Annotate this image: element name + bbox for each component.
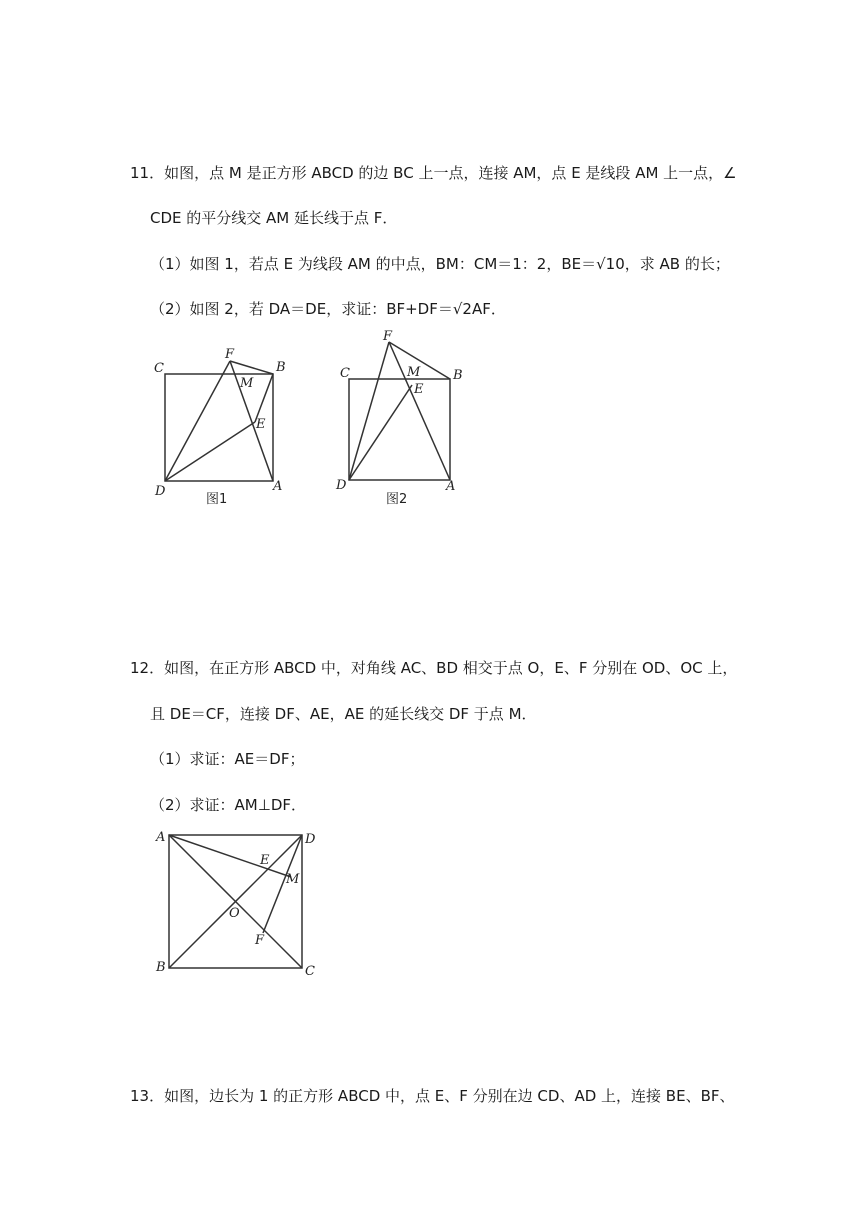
- label-b: B: [276, 360, 286, 375]
- label-b: B: [453, 368, 463, 383]
- label-m: M: [407, 365, 421, 380]
- figure-1: [150, 345, 300, 515]
- problem-11-line-1: 11．如图，点 M 是正方形 ABCD 的边 BC 上一点，连接 AM，点 E 是线段 AM 上一点，∠: [130, 164, 737, 182]
- segment-fa: [389, 342, 450, 480]
- segment-fb: [230, 361, 273, 374]
- segment-de: [349, 385, 412, 480]
- label-d: D: [155, 484, 166, 499]
- label-o: O: [229, 906, 240, 921]
- problem-12-line-2: 且 DE＝CF，连接 DF、AE，AE 的延长线交 DF 于点 M．: [150, 705, 537, 723]
- problem-11-part-1: （1）如图 1，若点 E 为线段 AM 的中点，BM：CM＝1：2，BE＝√10，求 AB 的长；: [150, 255, 730, 273]
- problem-11-line-2: CDE 的平分线交 AM 延长线于点 F．: [150, 209, 398, 227]
- label-c: C: [305, 964, 315, 979]
- label-c: C: [154, 361, 164, 376]
- figure-2-caption: 图2: [386, 492, 408, 507]
- problem-12-part-2: （2）求证：AM⊥DF．: [150, 796, 306, 814]
- segment-de: [165, 422, 255, 481]
- segment-df: [165, 361, 230, 481]
- label-e: E: [260, 853, 270, 868]
- problem-12-part-1: （1）求证：AE＝DF；: [150, 750, 305, 768]
- problem-12-line-1: 12．如图，在正方形 ABCD 中，对角线 AC、BD 相交于点 O，E、F 分别在 OD、OC 上，: [130, 659, 738, 677]
- label-d: D: [336, 478, 347, 493]
- label-a: A: [156, 830, 166, 845]
- label-d: D: [305, 832, 316, 847]
- label-f: F: [225, 347, 235, 362]
- label-m: M: [286, 872, 300, 887]
- label-a: A: [446, 479, 456, 494]
- figure-1-caption: 图1: [206, 492, 228, 507]
- problem-13-line-1: 13．如图，边长为 1 的正方形 ABCD 中，点 E、F 分别在边 CD、AD 上，连接 BE、BF、: [130, 1087, 735, 1105]
- figure-3: [150, 825, 330, 980]
- figure-2: [330, 330, 480, 515]
- label-a: A: [273, 479, 283, 494]
- label-m: M: [240, 376, 254, 391]
- segment-be: [255, 374, 273, 422]
- label-e: E: [414, 382, 424, 397]
- label-f: F: [255, 933, 265, 948]
- label-f: F: [383, 329, 393, 344]
- label-e: E: [256, 417, 266, 432]
- label-c: C: [340, 366, 350, 381]
- label-b: B: [156, 960, 166, 975]
- segment-df: [349, 342, 389, 480]
- problem-11-part-2: （2）如图 2，若 DA＝DE，求证：BF+DF＝√2AF．: [150, 300, 506, 318]
- segment-am: [169, 835, 291, 877]
